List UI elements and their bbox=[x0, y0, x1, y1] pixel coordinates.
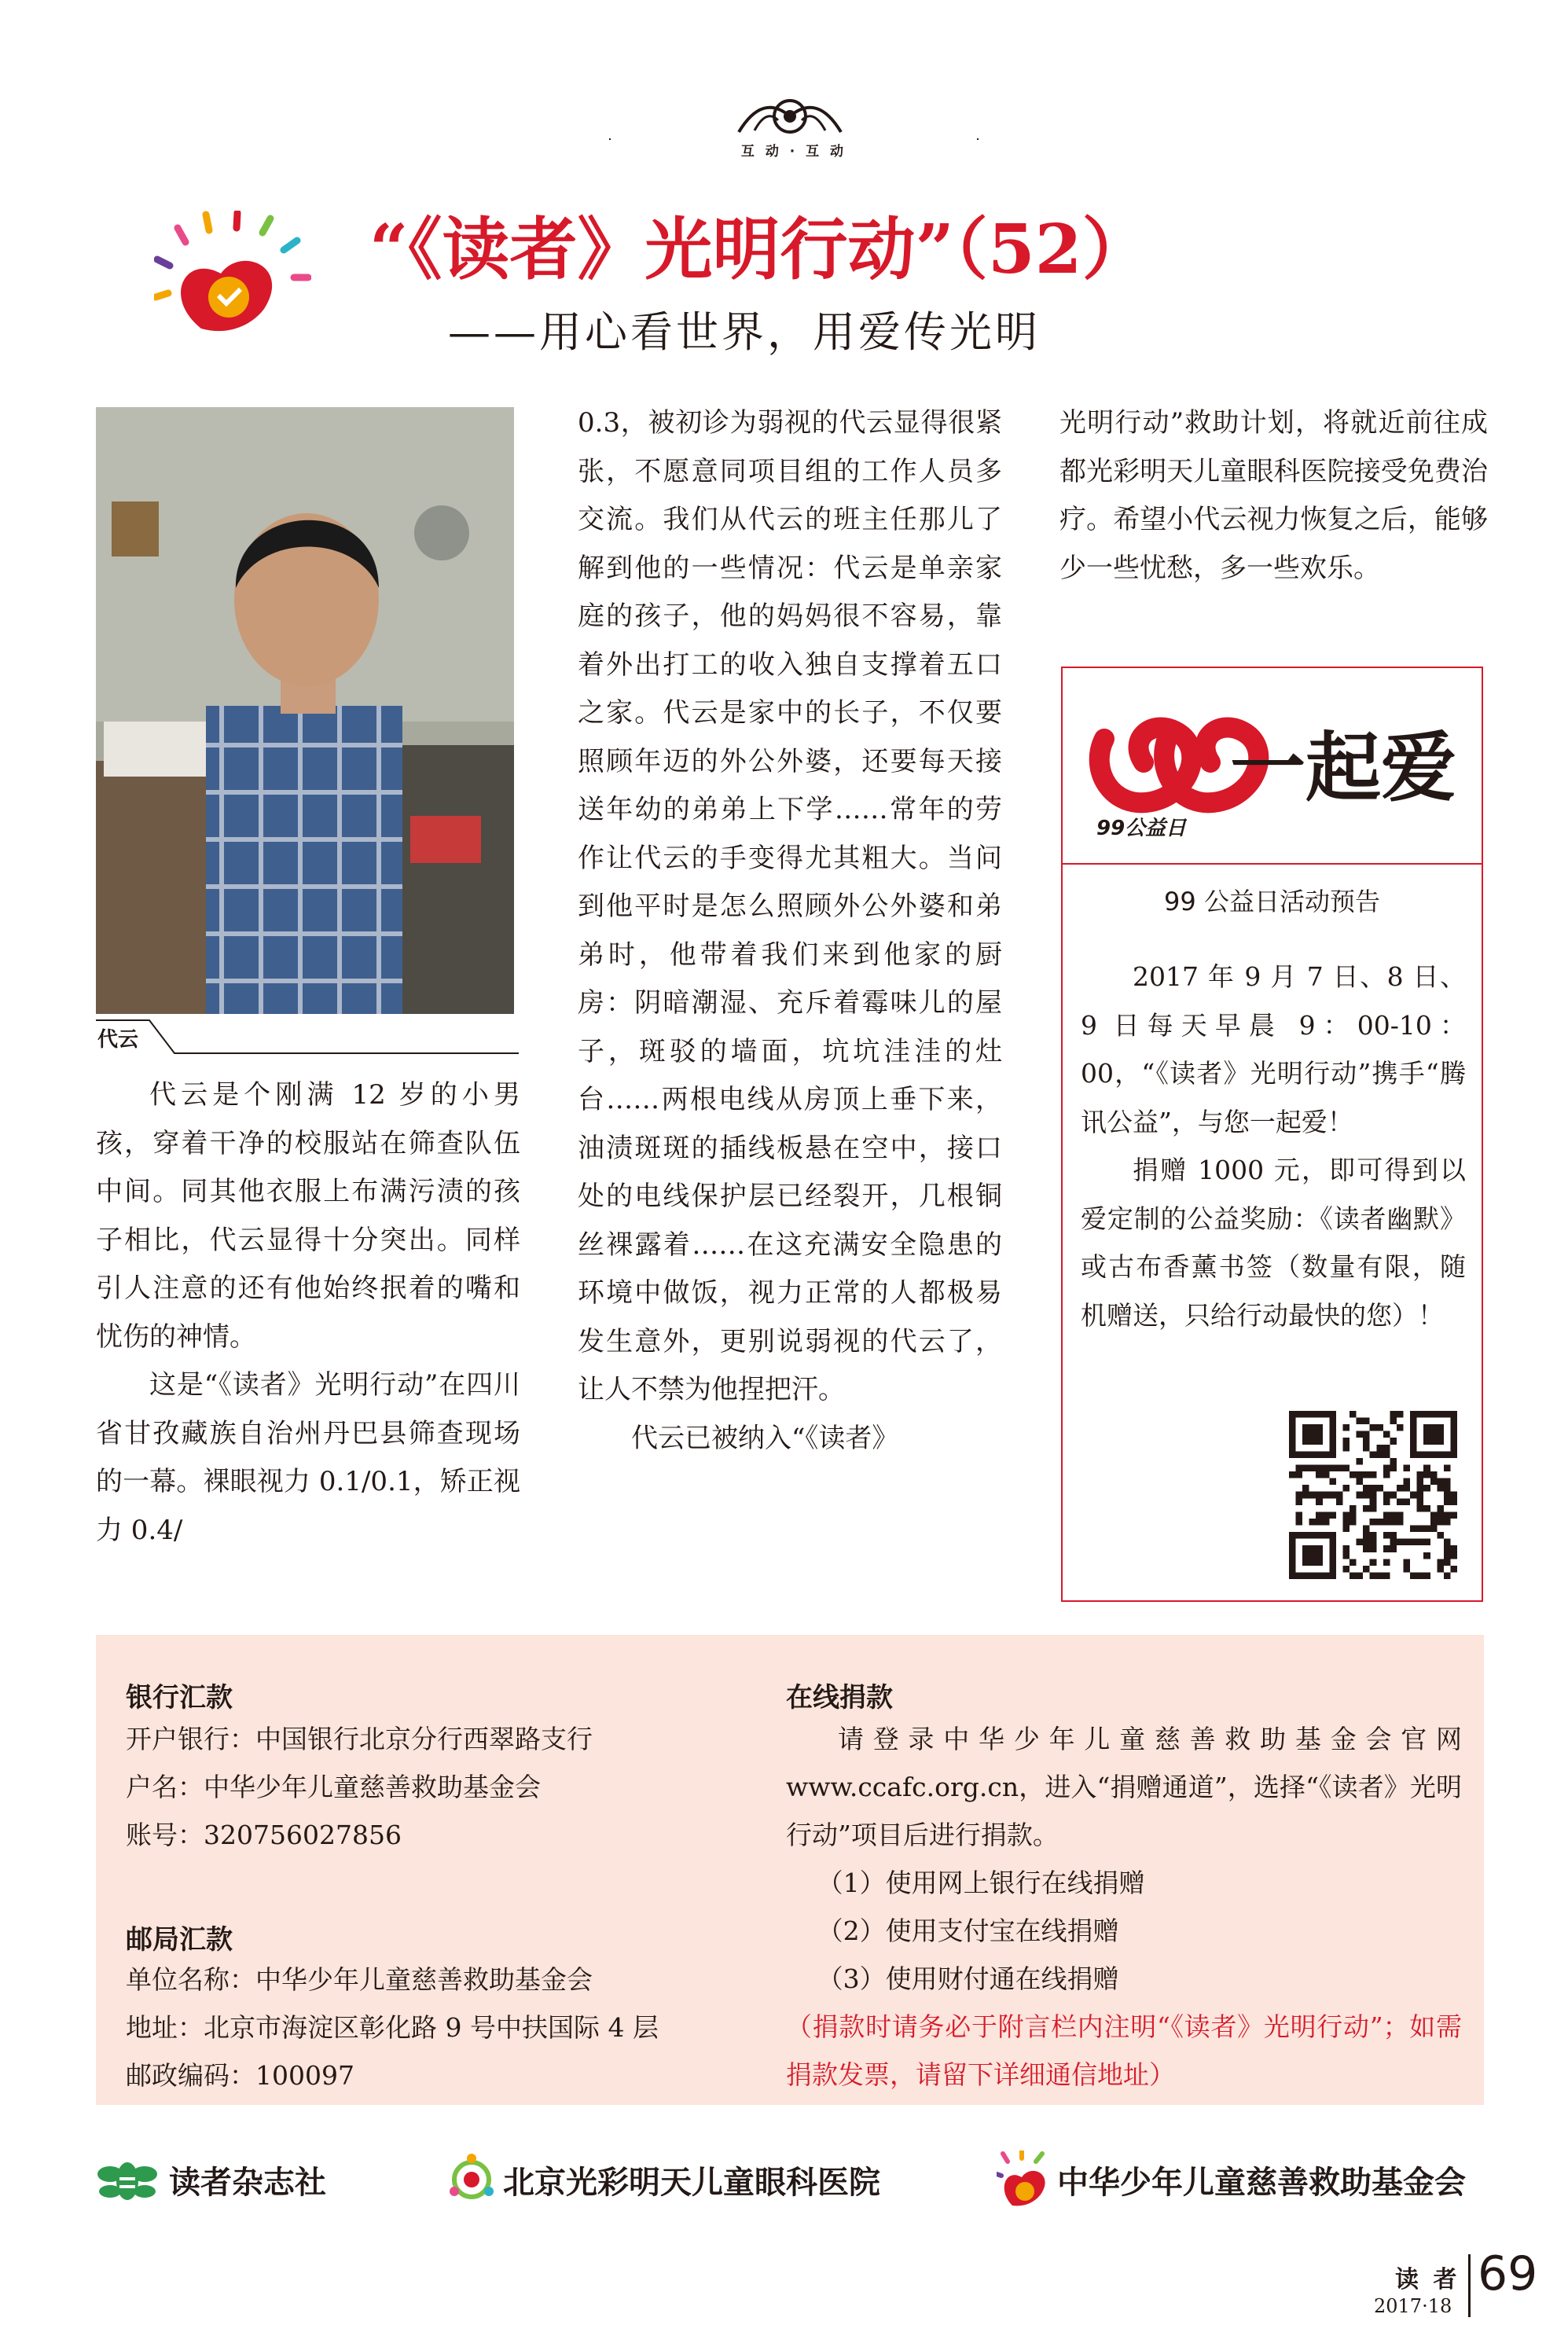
article-column-1 bbox=[96, 1071, 520, 1555]
detail-line: 地址：北京市海淀区彰化路 9 号中扶国际 4 层 bbox=[126, 2012, 659, 2043]
detail-line: 单位名称：中华少年儿童慈善救助基金会 bbox=[126, 1964, 593, 1995]
online-option: （1）使用网上银行在线捐赠 bbox=[817, 1868, 1145, 1898]
paragraph: 代云是个刚满 12 岁的小男孩，穿着干净的校服站在筛查队伍中间。同其他衣服上布满污渍的孩子相比，代云显得十分突出。同样引人注意的还有他始终抿着的嘴和忧伤的神情。 bbox=[96, 1079, 520, 1353]
qr-code-icon[interactable] bbox=[1289, 1411, 1457, 1579]
detail-line: 开户银行：中国银行北京分行西翠路支行 bbox=[126, 1724, 593, 1754]
hospital-logo-icon bbox=[448, 2152, 495, 2207]
page-number-divider bbox=[1468, 2254, 1471, 2317]
magazine-name: 读 者 bbox=[1395, 2266, 1460, 2294]
online-intro: 请登录中华少年儿童慈善救助基金会官网 www.ccafc.org.cn，进入“捐赠通道”，选择“《读者》光明行动”项目后进行捐款。 bbox=[786, 1724, 1462, 1850]
paragraph: 0.3，被初诊为弱视的代云显得很紧张，不愿意同项目组的工作人员多交流。我们从代云的班主任那儿了解到他的一些情况：代云是单亲家庭的孩子，他的妈妈很不容易，靠着外出打工的收入独自支撑着五口之家。代云是家中的长子，不仅要照顾年迈的外公外婆，还要每天接送年幼的弟弟上下学……常年的劳作让代云的手变得尤其粗大。当问到他平时是怎么照顾外公外婆和弟弟时，他带着我们来到他家的厨房：阴暗潮湿、充斥着霉味儿的屋子，斑驳的墙面，坑坑洼洼的灶台……两根电线从房顶上垂下来，油渍斑斑的插线板悬在空中，接口处的电线保护层已经裂开，几根铜丝裸露着……在这充满安全隐患的环境中做饭，视力正常的人都极易发生意外，更别说弱视的代云了，让人不禁为他捏把汗。 bbox=[578, 407, 1002, 1405]
post-transfer-details bbox=[126, 1956, 817, 2099]
logo-text: 一起爱 bbox=[1230, 723, 1456, 812]
paragraph: 代云已被纳入“《读者》 bbox=[631, 1422, 899, 1454]
online-donation-title: 在线捐款 bbox=[786, 1682, 893, 1713]
99-charity-day-logo-icon bbox=[1081, 692, 1466, 841]
paragraph: 这是“《读者》光明行动”在四川省甘孜藏族自治州丹巴县筛查现场的一幕。裸眼视力 0.1/0.1，矫正视力 0.4/ bbox=[96, 1369, 520, 1546]
boy-photo bbox=[96, 407, 514, 1014]
footer-logo-hospital: 北京光彩明天儿童眼科医院 bbox=[503, 2165, 880, 2201]
logo-subtext: 99公益日 bbox=[1096, 817, 1187, 840]
online-option: （2）使用支付宝在线捐赠 bbox=[817, 1915, 1119, 1946]
donation-note: （捐款时请务必于附言栏内注明“《读者》光明行动”；如需捐款发票，请留下详细通信地址） bbox=[786, 2011, 1462, 2090]
reader-magazine-logo-icon bbox=[96, 2154, 159, 2209]
section-label: 互 动 · 互 动 bbox=[609, 140, 979, 160]
issue-number: 2017·18 bbox=[1374, 2295, 1452, 2317]
footer-logo-foundation: 中华少年儿童慈善救助基金会 bbox=[1057, 2165, 1466, 2201]
page-number: 69 bbox=[1478, 2246, 1538, 2301]
article-column-2 bbox=[578, 399, 1002, 1463]
caption-line bbox=[96, 1019, 519, 1055]
post-transfer-title: 邮局汇款 bbox=[126, 1924, 233, 1956]
paragraph-text: 捐赠 1000 元，即可得到以爱定制的公益奖励：《读者幽默》或古布香薰书签（数量有限，随机赠送，只给行动最快的您）！ bbox=[1081, 1155, 1466, 1331]
paragraph: 光明行动”救助计划，将就近前往成都光彩明天儿童眼科医院接受免费治疗。希望小代云视力恢复之后，能够少一些忧愁，多一些欢乐。 bbox=[1059, 407, 1488, 584]
detail-line: 账号：320756027856 bbox=[126, 1820, 402, 1850]
online-option: （3）使用财付通在线捐赠 bbox=[817, 1963, 1119, 1994]
box-divider bbox=[1063, 863, 1482, 865]
footer-logo-reader: 读者杂志社 bbox=[169, 2165, 326, 2201]
donation-panel bbox=[96, 1635, 1484, 2105]
bank-transfer-details bbox=[126, 1715, 802, 1859]
bank-transfer-title: 银行汇款 bbox=[126, 1682, 233, 1713]
online-donation-details bbox=[786, 1715, 1462, 2099]
photo-caption: 代云 bbox=[97, 1028, 139, 1052]
article-title: “《读者》光明行动”（52） bbox=[369, 210, 1150, 289]
detail-line: 邮政编码：100097 bbox=[126, 2060, 354, 2091]
box-heading: 99 公益日活动预告 bbox=[1164, 887, 1380, 916]
paragraph: 2017 年 9 月 7 日、8 日、9 日每天早晨 9：00-10：00，“《读者》光明行动”携手“腾讯公益”，与您一起爱！ bbox=[1081, 961, 1466, 1137]
box-body bbox=[1081, 953, 1466, 1339]
foundation-logo-icon bbox=[997, 2151, 1052, 2209]
ornament-icon bbox=[731, 85, 849, 148]
paragraph bbox=[1081, 1146, 1466, 1339]
detail-line: 户名：中华少年儿童慈善救助基金会 bbox=[126, 1772, 541, 1802]
article-column-3 bbox=[1059, 399, 1488, 593]
article-subtitle: ——用心看世界，用爱传光明 bbox=[448, 307, 1041, 357]
guangming-logo-icon bbox=[154, 211, 311, 344]
